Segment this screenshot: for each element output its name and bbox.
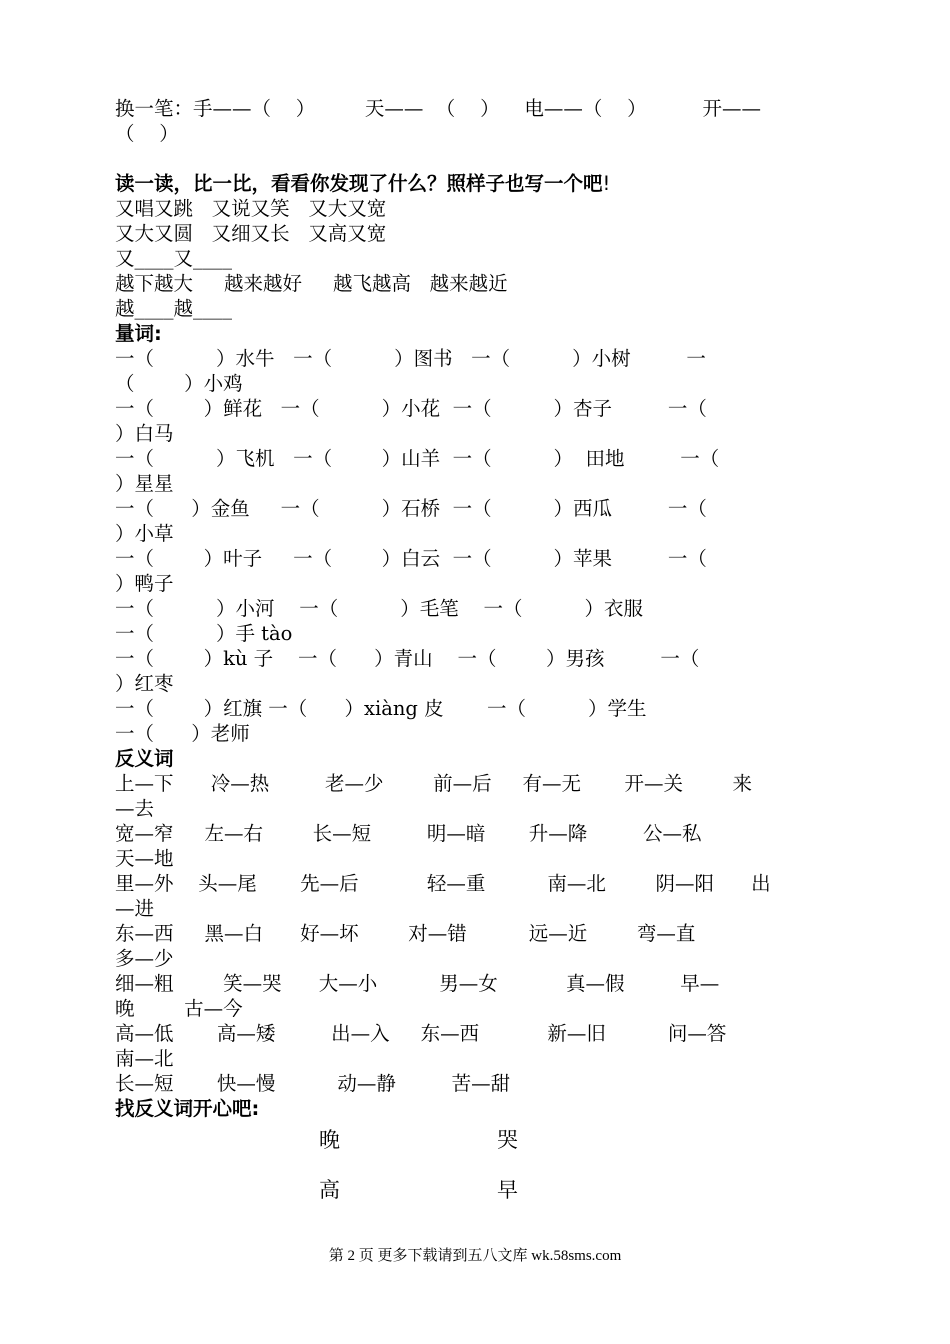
duyidu-line: 越下越大 越来越好 越飞越高 越来越近 bbox=[115, 272, 508, 295]
liangci-line: （ ）小鸡 bbox=[115, 372, 243, 395]
fanyici-line: —去 bbox=[115, 797, 155, 820]
fanyici-line: 宽—窄 左—右 长—短 明—暗 升—降 公—私 bbox=[115, 822, 702, 845]
liangci-line: ）白马 bbox=[115, 422, 174, 445]
liangci-line: 一（ ）水牛 一（ ）图书 一（ ）小树 一 bbox=[115, 347, 706, 370]
worksheet-page bbox=[115, 96, 837, 1121]
duyidu-line: 越____越____ bbox=[115, 297, 233, 320]
duyidu-heading-end: ! bbox=[602, 172, 611, 195]
duyidu-heading-text: 读一读，比一比，看看你发现了什么？照样子也写一个吧 bbox=[115, 172, 603, 195]
match-left-word: 高 bbox=[319, 1178, 340, 1202]
liangci-line: 一（ ）kù 子 一（ ）青山 一（ ）男孩 一（ bbox=[115, 647, 700, 670]
huanyibi-line-1: 换一笔：手——（ ） 天—— （ ） 电——（ ） 开—— bbox=[115, 97, 761, 120]
page-footer: 第 2 页 更多下载请到五八文库 wk.58sms.com bbox=[328, 1248, 622, 1264]
liangci-line: 一（ ）红旗 一（ ）xiàng 皮 一（ ）学生 bbox=[115, 697, 647, 720]
liangci-line: 一（ ）鲜花 一（ ）小花 一（ ）杏子 一（ bbox=[115, 397, 707, 420]
fanyici-line: 细—粗 笑—哭 大—小 男—女 真—假 早— bbox=[115, 972, 720, 995]
liangci-line: 一（ ）小河 一（ ）毛笔 一（ ）衣服 bbox=[115, 597, 644, 620]
liangci-line: 一（ ）叶子 一（ ）白云 一（ ）苹果 一（ bbox=[115, 547, 707, 570]
match-right-word: 早 bbox=[497, 1178, 518, 1202]
fanyici-heading: 反义词 bbox=[115, 747, 174, 770]
huanyibi-line-2: （ ） bbox=[115, 122, 179, 145]
duyidu-line: 又唱又跳 又说又笑 又大又宽 bbox=[115, 197, 387, 220]
match-right-word: 哭 bbox=[497, 1128, 518, 1152]
duyidu-heading bbox=[115, 171, 837, 196]
liangci-line: 一（ ）金鱼 一（ ）石桥 一（ ）西瓜 一（ bbox=[115, 497, 707, 520]
zhaofanyici-heading: 找反义词开心吧: bbox=[115, 1097, 260, 1120]
duyidu-line: 又大又圆 又细又长 又高又宽 bbox=[115, 222, 387, 245]
liangci-line: ）鸭子 bbox=[115, 572, 174, 595]
liangci-line: ）红枣 bbox=[115, 672, 174, 695]
fanyici-line: 里—外 头—尾 先—后 轻—重 南—北 阴—阳 出 bbox=[115, 872, 771, 895]
fanyici-line: 东—西 黑—白 好—坏 对—错 远—近 弯—直 bbox=[115, 922, 696, 945]
fanyici-line: 南—北 bbox=[115, 1047, 174, 1070]
liangci-line: ）小草 bbox=[115, 522, 174, 545]
liangci-line: ）星星 bbox=[115, 472, 174, 495]
fanyici-line: 高—低 高—矮 出—入 东—西 新—旧 问—答 bbox=[115, 1022, 727, 1045]
liangci-line: 一（ ）飞机 一（ ）山羊 一（ ） 田地 一（ bbox=[115, 447, 720, 470]
spacer bbox=[115, 146, 837, 171]
liangci-heading: 量词: bbox=[115, 322, 162, 345]
match-left-word: 晚 bbox=[319, 1128, 340, 1152]
liangci-line: 一（ ）老师 bbox=[115, 722, 250, 745]
fanyici-line: 多—少 bbox=[115, 947, 174, 970]
fanyici-line: 晚 古—今 bbox=[115, 997, 243, 1020]
fanyici-line: —进 bbox=[115, 897, 155, 920]
fanyici-line: 上—下 冷—热 老—少 前—后 有—无 开—关 来 bbox=[115, 772, 753, 795]
fanyici-line: 天—地 bbox=[115, 847, 174, 870]
duyidu-line: 又____又____ bbox=[115, 247, 233, 270]
fanyici-line: 长—短 快—慢 动—静 苦—甜 bbox=[115, 1072, 511, 1095]
liangci-line: 一（ ）手 tào bbox=[115, 622, 293, 645]
